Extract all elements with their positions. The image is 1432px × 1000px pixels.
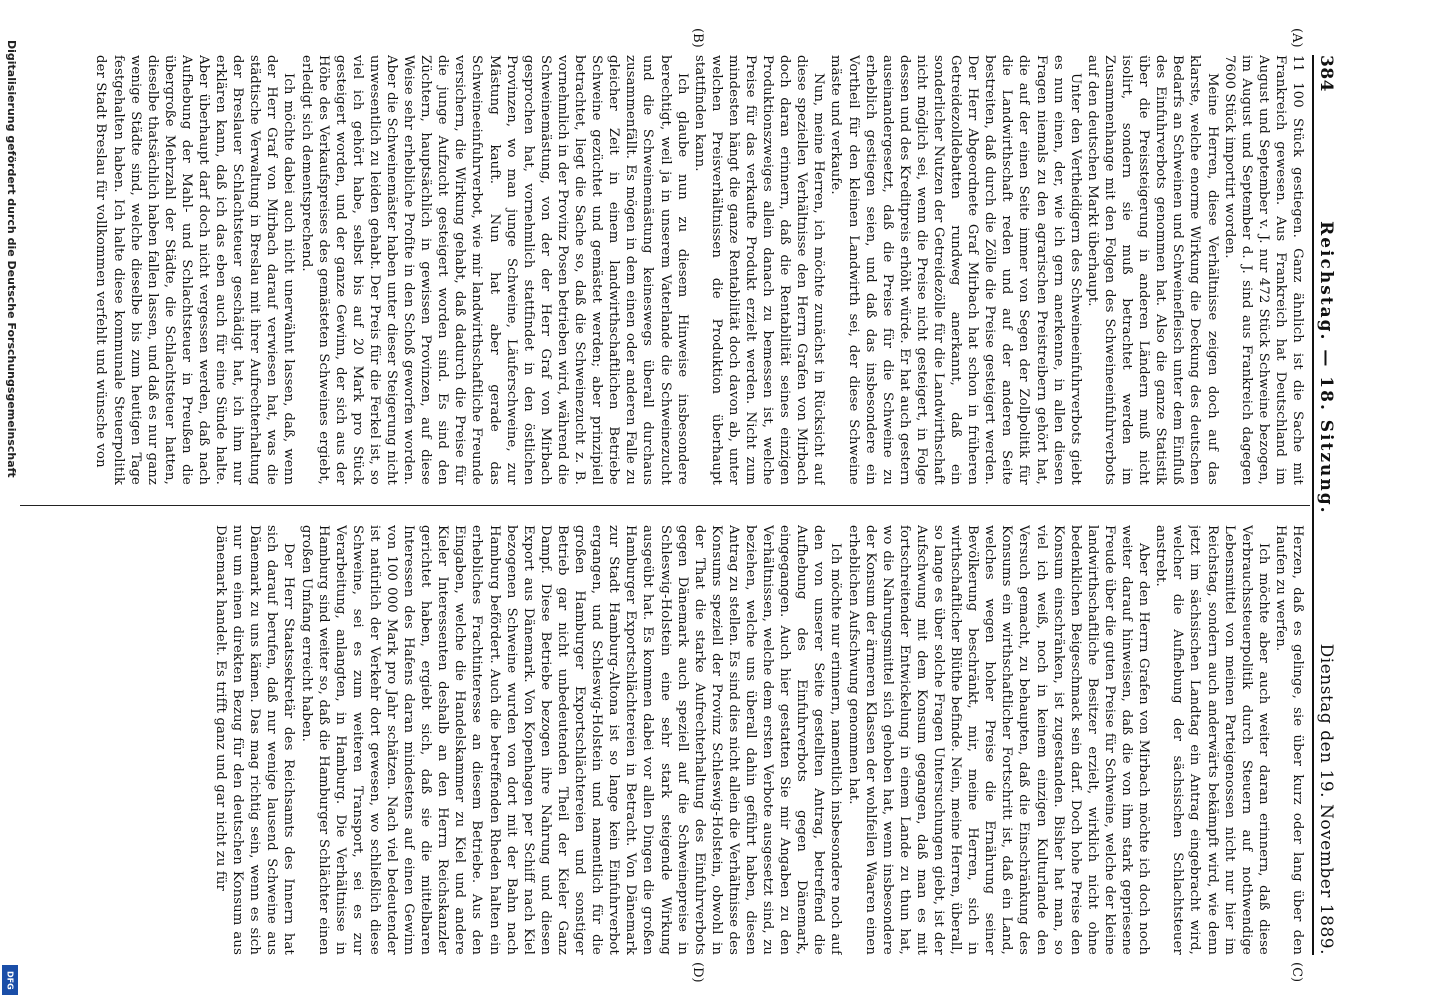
paragraph: Ich möchte aber auch weiter daran erinnern, daß diese Verbrauchssteuerpolitik durch Steuern auf nothwendige Lebensmittel von meinen Parteigenossen nicht nur hier im Reichstag, sondern auch anderwärts bekämpft wird, wie denn jetzt im sächsischen Landtag ein Antrag eingebracht wird, welcher die Aufhebung der sächsischen Schlachtsteuer anstrebt. — [1153, 525, 1271, 955]
margin-marker-b: (B) — [690, 28, 705, 48]
text-column-right — [16, 525, 1306, 955]
paragraph: Nun, meine Herren, ich möchte zunächst in Rücksicht auf diese speziellen Verhältnisse den Herrn Grafen von Mirbach doch daran erinnern, daß die Rentabilität seines einzigen Produktionszweiges allein danach zu bemessen ist, welche Preise für das verkaufte Produkt erzielt werden. Nicht zum mindesten hängt die ganze Rentabilität doch davon ab, unter welchen Preisverhältnissen die Produktion überhaupt stattfinden kann. — [691, 55, 827, 485]
page-header — [1316, 55, 1350, 955]
column-divider — [20, 505, 1310, 506]
dfg-logo: DFG — [2, 965, 18, 995]
page-number: 384 — [1316, 55, 1336, 92]
margin-marker-a: (A) — [1289, 28, 1304, 48]
paragraph: Meine Herren, diese Verhältnisse zeigen doch auf das klarste, welche enorme Wirkung die Deckung des deutschen Bedarfs an Schweinen und Schweinefleisch unter dem Einfluß des Einfuhrverbots genommen hat. Also die ganze Statistik über die Preissteigerung in anderen Ländern muß nicht isolirt, sondern sie muß betrachtet werden im Zusammenhange mit den Folgen des Schweineeinfuhrverbots auf den deutschen Markt überhaupt. — [1084, 55, 1220, 485]
paragraph: Unter den Vertheidigern des Schweineeinfuhrverbots giebt es nun einen, der, wie ich gern anerkenne, in allen diesen Fragen niemals zu den agrarischen Preistreibern gehört hat, die auf der einen Seite immer von Segen der Zollpolitik für die Landwirthschaft reden und auf der anderen Seite bestreiten, daß durch die Zölle die Preise gesteigert werden. Der Herr Abgeordnete Graf Mirbach hat schon in früheren Getreidezolldebatten rundweg anerkannt, daß ein sonderlicher Nutzen der Getreidezölle für die Landwirthschaft nicht möglich sei, wenn die Preise nicht gesteigert, in Folge dessen und des Kreditpreis erhöht würde. Er hat auch gestern auseinandergesetzt, daß die Preise für die Schweine zu erheblich gestiegen seien, und daß das insbesondere ein Vortheil für den kleinen Landwirth sei, der diese Schweine mäste und verkaufe. — [828, 55, 1083, 485]
margin-marker-d: (D) — [690, 962, 705, 983]
digitization-credit — [4, 0, 18, 1000]
text-column-left — [16, 55, 1306, 485]
paragraph: 11 100 Stück gestiegen. Ganz ähnlich ist die Sache mit Frankreich gewesen. Aus Frankreich hat Deutschland im August und September v. J. nur 472 Stück Schweine bezogen, im August und September d. J. sind aus Frankreich dagegen 7600 Stück importirt worden. — [1221, 55, 1305, 485]
paragraph: Ich möchte nur erinnern, namentlich insbesondere noch auf den von unserer Seite gestellten Antrag, betreffend die Aufhebung des Einfuhrverbots gegen Dänemark, eingegangen. Auch hier gestatten Sie mir Angaben zu den Verhältnissen, welche dem ersten Verbote ausgesetzt sind, zu beziehen, welche uns überall dahin geführt haben, diesen Antrag zu stellen. Es sind dies nicht allein die Verhältnisse des Konsums speziell der Provinz Schleswig-Holstein, obwohl in der That die starke Aufrechterhaltung des Einfuhrverbots gegen Dänemark auch speziell auf die Schweinepreise in Schleswig-Holstein eine sehr stark steigende Wirkung ausgeübt hat. Es kommen dabei vor allen Dingen die großen Hamburger Exportschlächtereien in Betracht. Von Dänemark zur Stadt Hamburg-Altona ist so lange kein Einfuhrverbot ergangen, und Schleswig-Holstein und namentlich für die großen Hamburger Exportschlächtereien und sonstiger Betrieb gar nicht unbedeutenden Theil der Kieler Ganz Dampf. Diese Betriebe bezogen ihre Nahrung und diesen Export aus Dänemark. Von Kopenhagen per Schiff nach Kiel bezogenen Schweine wurden von dort mit der Bahn nach Hamburg befördert. Auch die betreffenden Rheden halten ein erhebliches Frachtinteresse an diesem Betriebe. Aus den Eingaben, welche die Handelskammer zu Kiel und andere Kieler Interessenten deshalb an den Herrn Reichskanzler gerichtet haben, ergiebt sich, daß sie die mittelbaren Interessen des Hafens daran mindestens auf einen Gewinn von 100 000 Mark pro Jahr schätzen. Nach viel bedeutender ist natürlich der Verkehr dort gewesen, wo schließlich diese Schweine, sei es zum weiteren Transport, sei es zur Verarbeitung, anlangten, in Hamburg. Die Verhältnisse in Hamburg sind weiter so, daß die Hamburger Schlächter einen großen Umfang erreicht haben. — [298, 525, 844, 955]
session-date: Dienstag den 19. November 1889. — [1316, 643, 1336, 955]
paragraph: Ich möchte dabei auch nicht unerwähnt lassen, daß, wenn der Herr Graf von Mirbach darauf verwiesen hat, was die städtische Verwaltung in Breslau mit ihrer Aufrechterhaltung der Breslauer Schlachtsteuer geschädigt hat, ich ihm nur erklären kann, daß ich das eben auch für eine Sünde halte. Aber überhaupt darf doch nicht vergessen werden, daß nach Aufhebung der Mahl- und Schlachtsteuer in Preußen die übergroße Mehrzahl der Städte, die Schlachtsteuer hatten, dieselbe thatsächlich haben fallen lassen, und daß es nur ganz wenige Städte sind, welche dieselbe bis zum heutigen Tage festgehalten haben. Ich halte diese kommunale Steuerpolitik der Stadt Breslau für vollkommen verfehlt und wünsche von — [93, 55, 297, 485]
margin-marker-c: (C) — [1289, 962, 1304, 983]
credit-text: Digitalisierung gefördert durch die Deutsche Forschungsgemeinschaft — [5, 40, 18, 478]
paragraph: Ich glaube nun zu diesem Hinweise insbesondere berechtigt, weil ja in unserem Vaterlande die Schweinezucht und die Schweinemästung keineswegs überall durchaus zusammenfällt. Es mögen in dem einen oder anderen Falle zu gleicher Zeit in einem landwirthschaftlichen Betriebe Schweine gezüchtet und gemästet werden; aber prinzipiell betrachtet, liegt die Sache so, daß die Schweinezucht z. B. vornehmlich in der Provinz Posen betrieben wird, während die Schweinemästung, von der der Herr Graf von Mirbach gesprochen hat, vornehmlich stattfindet in den östlichen Provinzen, wo man junge Schweine, Läuferschweine, zur Mästung kauft. Nun hat aber gerade das Schweineeinfuhrverbot, wie mir landwirthschaftliche Freunde versichern, die Wirkung gehabt, daß dadurch die Preise für die junge Aufzucht gesteigert worden sind. Es sind den Züchtern, hauptsächlich in gewissen Provinzen, auf diese Weise sehr erhebliche Profite in den Schoß geworfen worden. Aber die Schweinemäster haben unter dieser Steigerung nicht unwesentlich zu leiden gehabt. Der Preis für die Ferkel ist, so viel ich gehört habe, selbst bis auf 20 Mark pro Stück gesteigert worden, und der ganze Gewinn, der sich aus der Höhe des Verkaufspreises des gemästeten Schweines ergiebt, erledigt sich dementsprechend. — [298, 55, 690, 485]
paragraph: Aber den Herrn Grafen von Mirbach möchte ich doch noch weiter darauf hinweisen, daß die von ihm stark gepriesene Freude über die guten Preise für Schweine, welche der kleine landwirthschaftliche Besitzer erzielt, wirklich nicht ohne bedenklichen Beigeschmack sein darf. Doch hohe Preise den Konsum einschränken, ist zugestanden. Bisher hat man, so viel ich weiß, noch in keinem einzigen Kulturlande den Versuch gemacht, zu behaupten, daß die Einschränkung des Konsums ein wirthschaftlicher Fortschritt ist, daß ein Land, welches wegen hoher Preise die Ernährung seiner Bevölkerung beschränkt, mir, meine Herren, sich in wirthschaftlicher Blüthe befinde. Nein, meine Herren, überall, so lange es über solche Fragen Untersuchungen giebt, ist der Aufschwung mit dem Konsum gegangen, daß man es mit fortschreitender Entwickelung in einem Lande zu thun hat, wo die Nahrungsmittel sich gehoben hat, wenn insbesondere der Konsum der ärmeren Klassen der wohlfeilen Waaren einen erheblichen Aufschwung genommen hat. — [845, 525, 1152, 955]
header-rule — [1312, 55, 1314, 955]
paragraph: Der Herr Staatssekretär des Reichsamts des Innern hat sich darauf berufen, daß nur wenige lausend Schweine aus Dänemark zu uns kämen. Das mag richtig sein, wenn es sich nur um einen direkten Bezug für den deutschen Konsum aus Dänemark handelt. Es trifft ganz und gar nicht zu für — [213, 525, 297, 955]
session-title: Reichstag. — 18. Sitzung. — [1316, 221, 1336, 515]
paragraph: Herzen, daß es gelinge, sie über kurz oder lang über den Haufen zu werfen. — [1272, 525, 1305, 955]
